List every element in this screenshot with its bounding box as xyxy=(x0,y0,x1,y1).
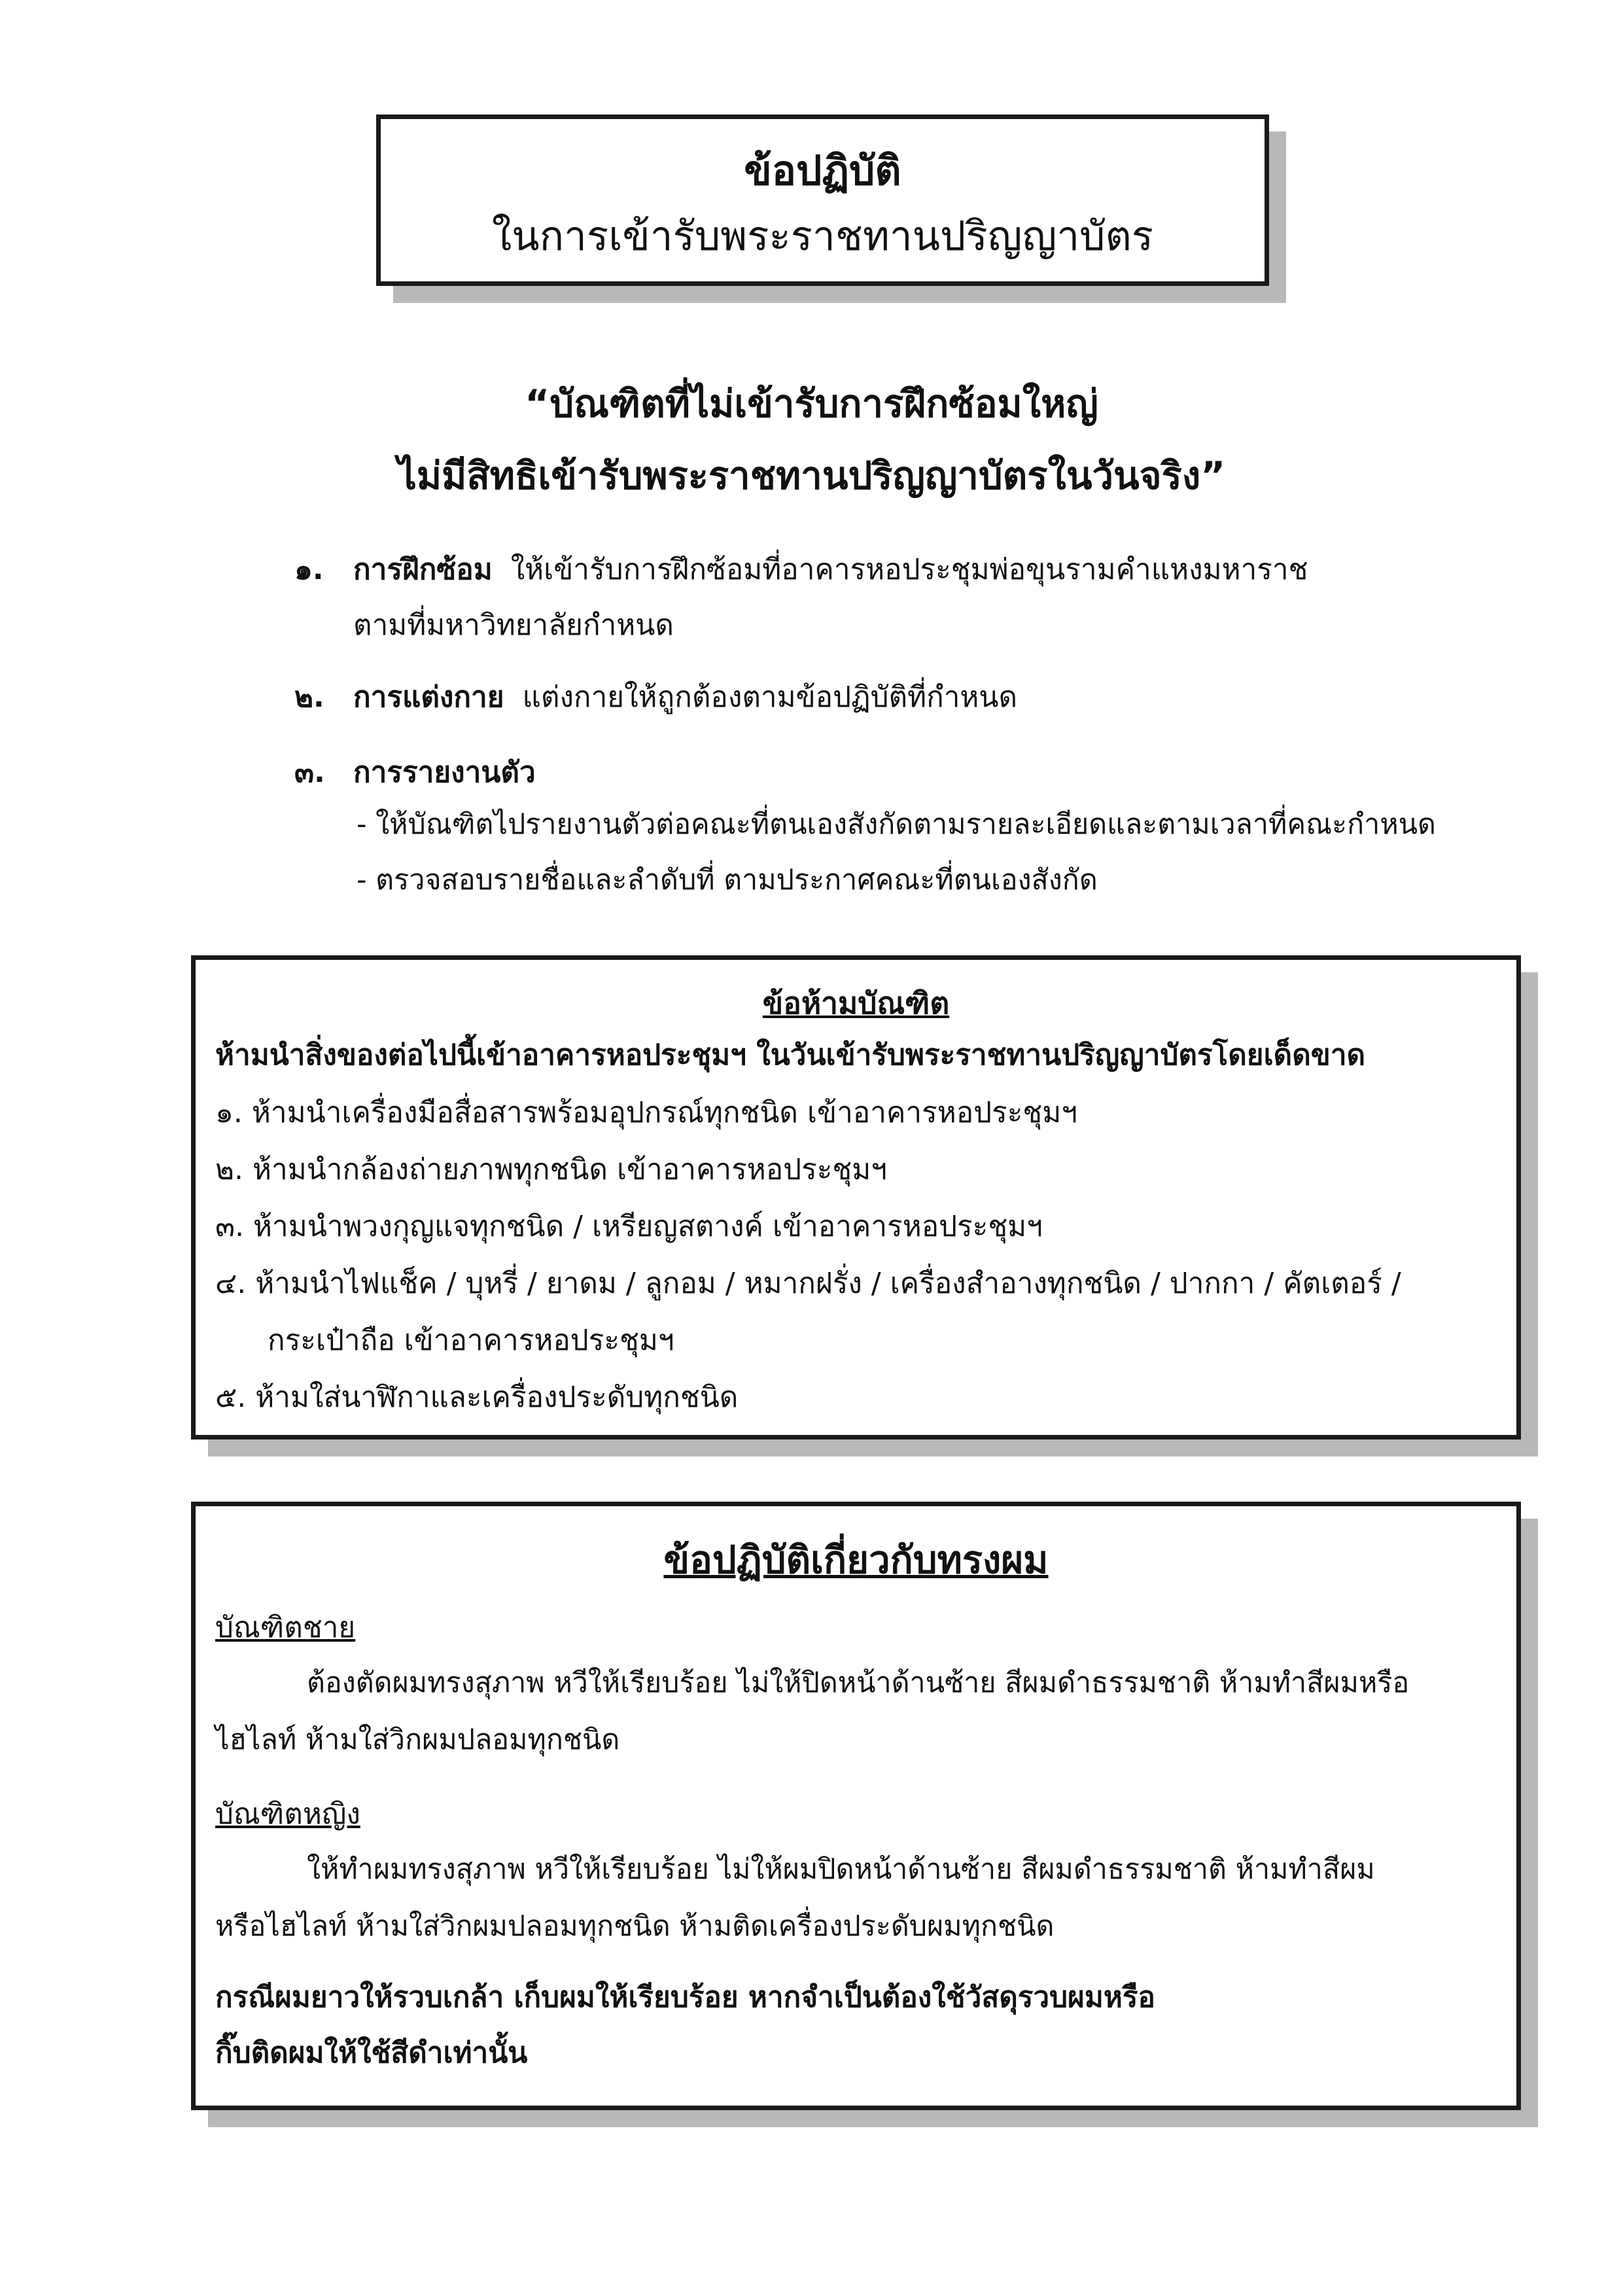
long-hair-rule-line-2: กิ๊บติดผมให้ใช้สีดำเท่านั้น xyxy=(215,2036,528,2070)
hair-box xyxy=(191,1502,1521,2110)
prohibition-item-5: ๕. ห้ามใส่นาฬิกาและเครื่องประดับทุกชนิด xyxy=(215,1381,739,1414)
rule-2 xyxy=(294,674,1017,720)
rule-3-bullet-1: - ให้บัณฑิตไปรายงานตัวต่อคณะที่ตนเองสังกัดตามรายละเอียดและตามเวลาที่คณะกำหนด xyxy=(357,808,1436,841)
prohibition-item-1: ๑. ห้ามนำเครื่องมือสื่อสารพร้อมอุปกรณ์ทุกชนิด เข้าอาคารหอประชุมฯ xyxy=(215,1096,1077,1129)
prohibition-item-3: ๓. ห้ามนำพวงกุญแจทุกชนิด / เหรียญสตางค์ เข้าอาคารหอประชุมฯ xyxy=(215,1210,1043,1243)
prohibition-item-4-continuation: กระเป๋าถือ เข้าอาคารหอประชุมฯ xyxy=(268,1324,674,1357)
male-graduate-label: บัณฑิตชาย xyxy=(215,1611,356,1644)
rule-1-title: การฝึกซ้อม xyxy=(353,553,493,586)
prohibitions-intro: ห้ามนำสิ่งของต่อไปนี้เข้าอาคารหอประชุมฯ ในวันเข้ารับพระราชทานปริญญาบัตรโดยเด็ดขาด xyxy=(215,1038,1366,1072)
prohibition-item-4: ๔. ห้ามนำไฟแช็ค / บุหรี่ / ยาดม / ลูกอม / หมากฝรั่ง / เครื่องสำอางทุกชนิด / ปากกา / คัตเตอร์ / xyxy=(215,1267,1401,1300)
female-rule-line-1: ให้ทำผมทรงสุภาพ หวีให้เรียบร้อย ไม่ให้ผมปิดหน้าด้านซ้าย สีผมดำธรรมชาติ ห้ามทำสีผม xyxy=(307,1853,1375,1886)
rule-3-bullet-2: - ตรวจสอบรายชื่อและลำดับที่ ตามประกาศคณะที่ตนเองสังกัด xyxy=(357,864,1098,896)
rule-1 xyxy=(294,546,1308,592)
title-box xyxy=(376,115,1269,286)
rule-2-text: แต่งกายให้ถูกต้องตามข้อปฏิบัติที่กำหนด xyxy=(522,680,1018,714)
prohibition-item-2: ๒. ห้ามนำกล้องถ่ายภาพทุกชนิด เข้าอาคารหอประชุมฯ xyxy=(215,1153,887,1186)
prohibitions-box xyxy=(191,955,1521,1439)
prohibitions-heading: ข้อห้ามบัณฑิต xyxy=(762,985,950,1021)
rule-1-continuation: ตามที่มหาวิทยาลัยกำหนด xyxy=(353,609,674,642)
rule-3-number: ๓. xyxy=(294,756,325,789)
rule-3-title: การรายงานตัว xyxy=(353,756,536,789)
female-rule-line-2: หรือไฮไลท์ ห้ามใส่วิกผมปลอมทุกชนิด ห้ามติดเครื่องประดับผมทุกชนิด xyxy=(215,1910,1055,1943)
male-rule-line-1: ต้องตัดผมทรงสุภาพ หวีให้เรียบร้อย ไม่ให้ปิดหน้าด้านซ้าย สีผมดำธรรมชาติ ห้ามทำสีผมหรือ xyxy=(307,1667,1410,1699)
quote-line-1: “บัณฑิตที่ไม่เข้ารับการฝึกซ้อมใหญ่ xyxy=(525,381,1098,426)
rule-1-text: ให้เข้ารับการฝึกซ้อมที่อาคารหอประชุมพ่อขุนรามคำแหงมหาราช xyxy=(510,553,1308,586)
hair-heading: ข้อปฏิบัติเกี่ยวกับทรงผม xyxy=(663,1538,1049,1582)
rule-3 xyxy=(294,749,536,795)
rule-1-number: ๑. xyxy=(294,553,324,586)
document-title: ข้อปฏิบัติ xyxy=(744,147,901,194)
quote-line-2: ไม่มีสิทธิเข้ารับพระราชทานปริญญาบัตรในวันจริง” xyxy=(397,453,1226,498)
long-hair-rule-line-1: กรณีผมยาวให้รวบเกล้า เก็บผมให้เรียบร้อย หากจำเป็นต้องใช้วัสดุรวบผมหรือ xyxy=(215,1981,1155,2014)
rule-2-number: ๒. xyxy=(294,680,324,714)
female-graduate-label: บัณฑิตหญิง xyxy=(215,1797,360,1831)
rule-2-title: การแต่งกาย xyxy=(353,680,504,714)
document-subtitle: ในการเข้ารับพระราชทานปริญญาบัตร xyxy=(491,212,1154,260)
male-rule-line-2: ไฮไลท์ ห้ามใส่วิกผมปลอมทุกชนิด xyxy=(215,1723,620,1756)
